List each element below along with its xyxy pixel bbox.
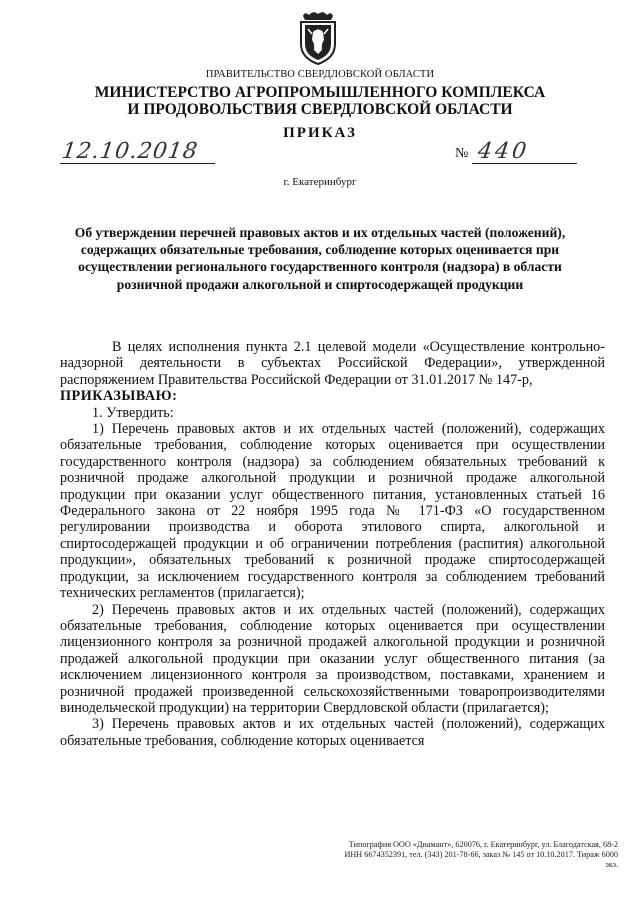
ministry-line-2: И ПРОДОВОЛЬСТВИЯ СВЕРДЛОВСКОЙ ОБЛАСТИ xyxy=(127,101,513,118)
subitem-1: 1) Перечень правовых актов и их отдельных частей (положений), содержащих обязательные требования, соблюдение которых оценивается при осуществлении государственного контроля (надзора) за соблюдением обязательных требований к розничной продаже алкогольной продукции и розничной продаже алкогольной продукции при оказании услуг общественного питания, установленных статьей 16 Федерального закона от 22 ноября 1995 года № 171-ФЗ «О государственном регулировании производства и оборота этилового спирта, алкогольной и спиртосодержащей продукции и об ограничении потребления (распития) алкогольной продукции», обязательных требований к розничной продаже спиртосодержащей продукции, за исключением государственного контроля за соблюдением требований технических регламентов (прилагается); xyxy=(60,421,605,602)
preamble-paragraph: В целях исполнения пункта 2.1 целевой модели «Осуществление контрольно-надзорной деятельности в субъектах Российской Федерации», утвержденной распоряжением Правительства Российской Федерации от 31.01.2017 № 147-р, xyxy=(60,339,605,388)
number-field xyxy=(472,139,577,164)
subitem-3: 3) Перечень правовых актов и их отдельных частей (положений), содержащих обязательные требования, соблюдение которых оценивается xyxy=(60,716,605,749)
document-type: ПРИКАЗ xyxy=(283,125,357,141)
printing-house-footer xyxy=(330,840,618,870)
government-name: ПРАВИТЕЛЬСТВО СВЕРДЛОВСКОЙ ОБЛАСТИ xyxy=(205,69,435,80)
ministry-line-1: МИНИСТЕРСТВО АГРОПРОМЫШЛЕННОГО КОМПЛЕКСА xyxy=(94,84,546,101)
date-field xyxy=(60,139,215,164)
coat-of-arms-icon xyxy=(293,10,343,66)
subitem-2: 2) Перечень правовых актов и их отдельных частей (положений), содержащих обязательные требования, соблюдение которых оценивается при осуществлении лицензионного контроля за розничной продажей алкогольной продукции и розничной продажей алкогольной продукции при оказании услуг общественного питания (за исключением лицензионного контроля за производством, поставками, хранением и розничной продажей произведенной сельскохозяйственными товаропроизводителями винодельческой продукции) на территории Свердловской области (прилагается); xyxy=(60,601,605,716)
handwritten-date: 12.10.2018 xyxy=(60,139,200,164)
document-body xyxy=(60,339,605,749)
handwritten-number: 440 xyxy=(476,139,531,164)
document-title: Об утверждении перечней правовых актов и их отдельных частей (положений), содержащих обязательные требования, соблюдение которых оценивается при осуществлении регионального государственного контроля (надзора) в области розничной продажи алкогольной и спиртосодержащей продукции xyxy=(74,225,566,292)
item-1: 1. Утвердить: xyxy=(92,404,174,421)
footer-line-1: Типография ООО «Диамант», 620076, г. Екатеринбург, ул. Благодатская, 68-2 xyxy=(348,840,618,849)
number-sign: № xyxy=(455,146,469,161)
order-word: ПРИКАЗЫВАЮ: xyxy=(60,388,178,405)
footer-line-2: ИНН 6674352391, тел. (343) 201-78-66, заказ № 145 от 10.10.2017. Тираж 6000 экз. xyxy=(344,850,618,869)
ministry-name xyxy=(60,84,580,118)
city: г. Екатеринбург xyxy=(283,176,357,188)
